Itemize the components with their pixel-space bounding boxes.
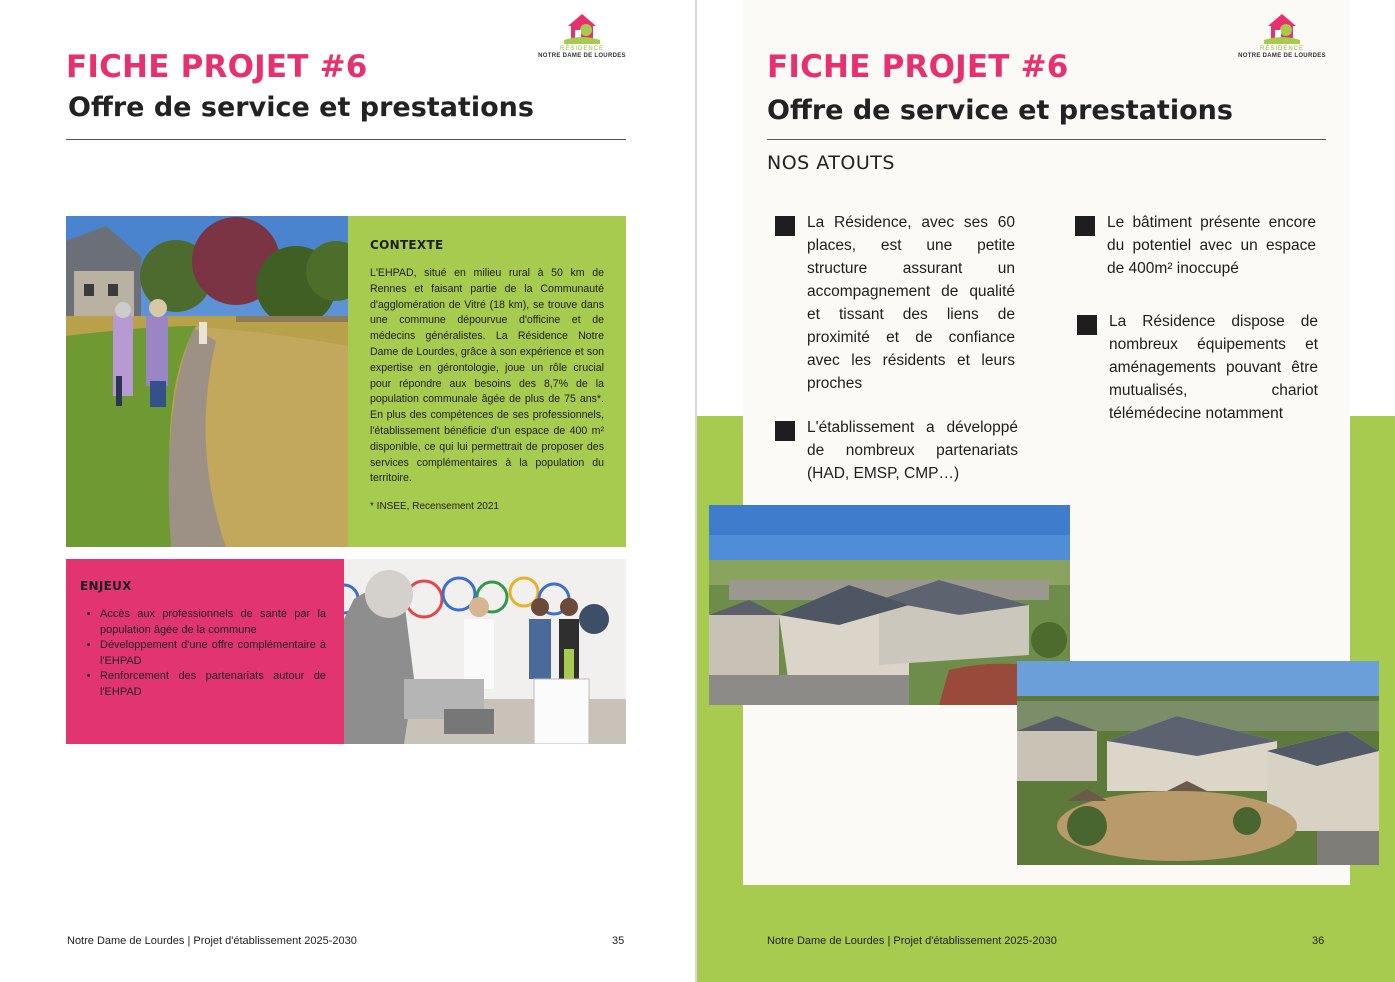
atout-item [1077, 310, 1319, 430]
context-paragraph: L'EHPAD, situé en milieu rural à 50 km de Rennes et faisant partie de la Communauté d'agglomération de Vitré (18 km), se trouve dans une commune dépourvue d'officine et de médecins généralistes. La Résidence Notre Dame de Lourdes, grâce à son expérience et son expertise en gérontologie, joue un rôle crucial pour répondre aux besoins des 8,7% de la population communale âgée de plus de 75 ans*. En plus des compétences de ses professionnels, l'établissement bénéficie d'un espace de 400 m² disponible, ce qui lui permettrait de proposer des services complémentaires à la population du territoire. [370, 267, 604, 485]
atout-item [1075, 211, 1317, 286]
title-divider [767, 139, 1326, 140]
page-kicker: FICHE PROJET #6 [66, 49, 368, 85]
photo-aerial-residence-2 [1017, 661, 1379, 865]
logo-line-2: NOTRE DAME DE LOURDES [1238, 53, 1326, 59]
square-bullet-icon [775, 421, 795, 441]
page-kicker: FICHE PROJET #6 [767, 49, 1069, 85]
logo-line-1: RÉSIDENCE [559, 46, 604, 52]
enjeux-heading: ENJEUX [80, 579, 132, 593]
square-bullet-icon [1077, 315, 1097, 335]
house-tree-logo-icon [1262, 12, 1302, 46]
title-divider [66, 139, 626, 140]
square-bullet-icon [775, 216, 795, 236]
enjeux-box [66, 559, 344, 744]
context-footnote: * INSEE, Recensement 2021 [370, 501, 499, 513]
context-heading: CONTEXTE [370, 238, 444, 252]
list-item: • Développement d'une offre complémentaire à l'EHPAD [100, 638, 326, 669]
page-footer: Notre Dame de Lourdes | Projet d'établissement 2025-2030 [67, 935, 357, 947]
page-number: 36 [1312, 935, 1325, 947]
atout-item [775, 416, 1020, 491]
list-item: • Accès aux professionnels de santé par la population âgée de la commune [100, 607, 326, 638]
residence-logo [538, 10, 626, 66]
page-35 [0, 0, 695, 982]
logo-line-2: NOTRE DAME DE LOURDES [538, 53, 626, 59]
context-box [348, 216, 626, 547]
photo-gym-rehabilitation [344, 559, 626, 744]
page-title: Offre de service et prestations [68, 92, 534, 123]
atout-text: Le bâtiment présente encore du potentiel avec un espace de 400m² inoccupé [1107, 214, 1316, 277]
square-bullet-icon [1075, 216, 1095, 236]
atout-item [775, 211, 1015, 396]
logo-line-1: RÉSIDENCE [1259, 46, 1304, 52]
atout-text: L'établissement a développé de nombreux partenariats (HAD, EMSP, CMP…) [807, 419, 1018, 482]
list-item: • Renforcement des partenariats autour de l'EHPAD [100, 669, 326, 700]
photo-residents-walking [66, 216, 348, 547]
residence-logo [1238, 10, 1326, 66]
page-footer: Notre Dame de Lourdes | Projet d'établissement 2025-2030 [767, 935, 1057, 947]
enjeux-list [80, 607, 326, 701]
page-number: 35 [612, 935, 625, 947]
section-label: NOS ATOUTS [767, 152, 895, 174]
atout-text: La Résidence, avec ses 60 places, est une petite structure assurant un accompagnement de qualité et tissant des liens de proximité et de confiance avec les résidents et leurs proches [807, 214, 1015, 392]
photo-aerial-residence-1 [709, 505, 1070, 705]
house-tree-logo-icon [562, 12, 602, 46]
page-title: Offre de service et prestations [767, 95, 1233, 126]
page-36 [697, 0, 1395, 982]
atout-text: La Résidence dispose de nombreux équipements et aménagements pouvant être mutualisés, chariot télémédecine notamment [1109, 313, 1318, 422]
